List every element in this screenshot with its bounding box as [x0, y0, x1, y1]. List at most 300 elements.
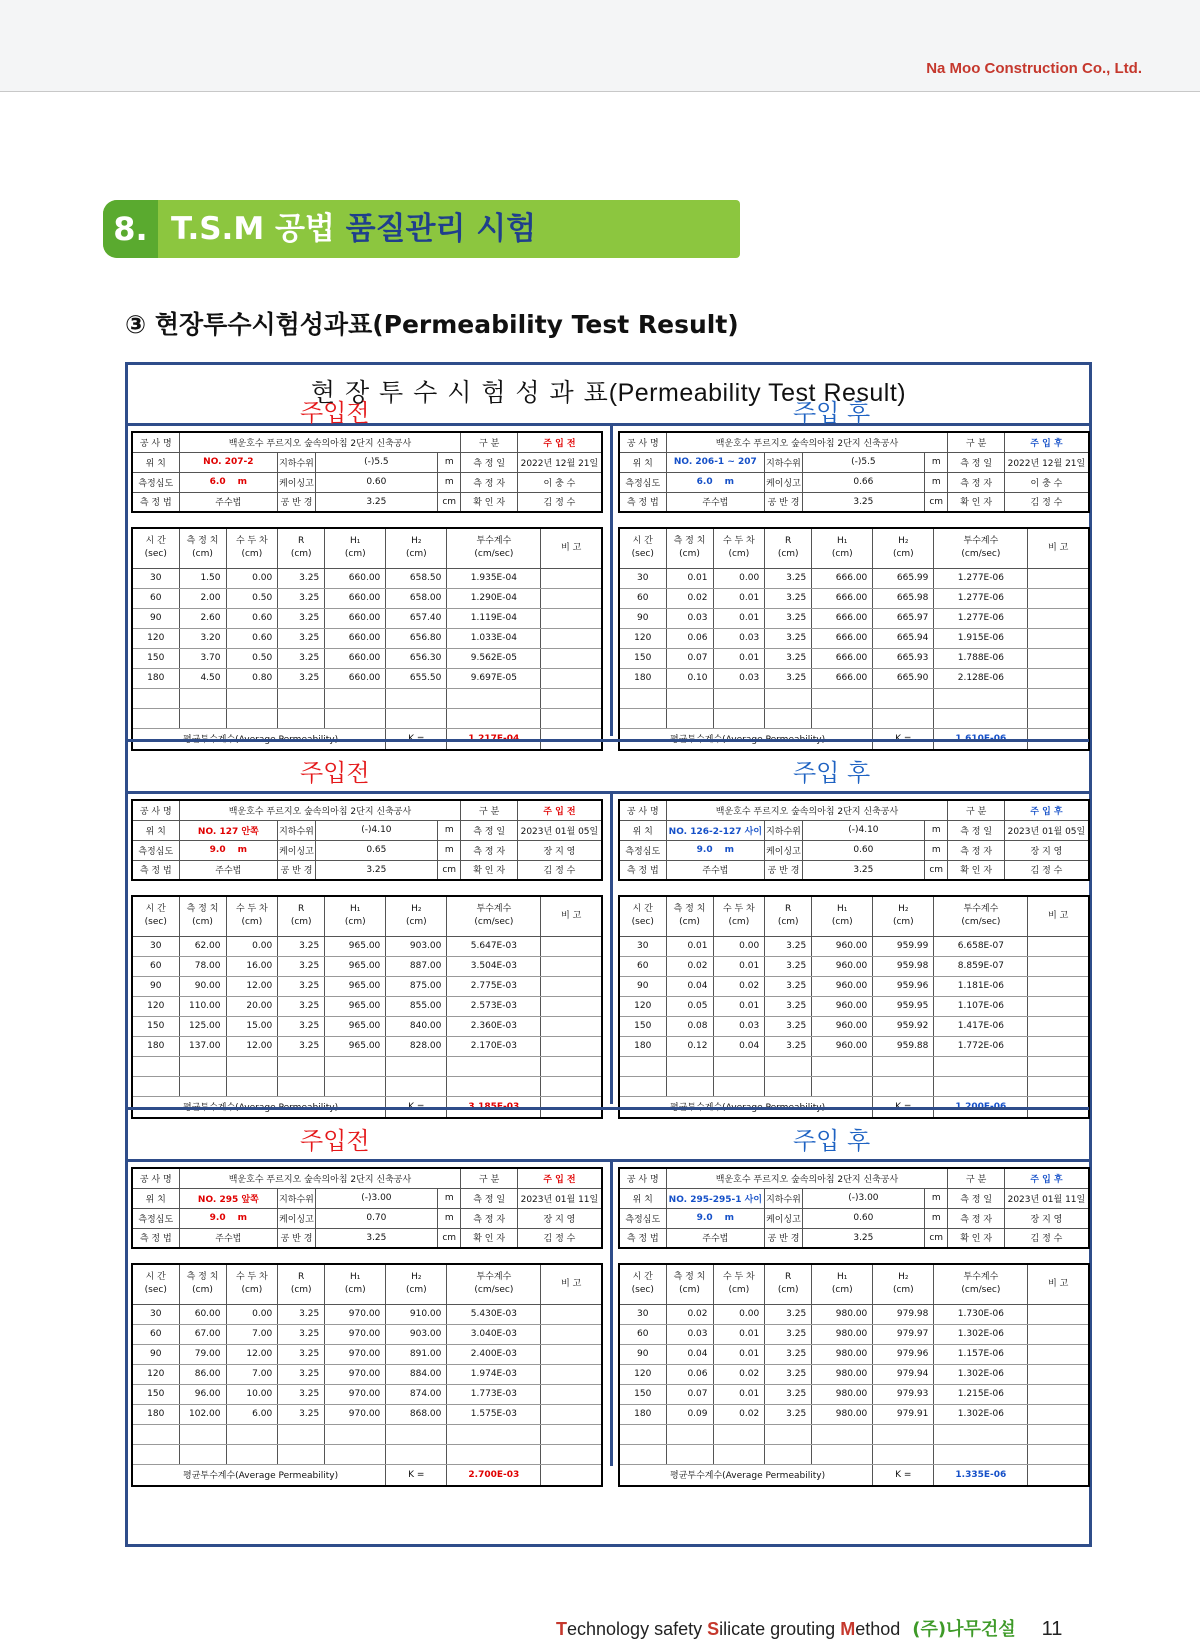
cell-reading: 0.09	[666, 1404, 713, 1424]
cell-empty	[713, 1056, 765, 1076]
k-equals: K =	[873, 1096, 934, 1118]
cell-empty	[1028, 708, 1089, 728]
col-header-h2-label: H₂	[898, 904, 909, 915]
cell-h2: 903.00	[386, 1324, 447, 1344]
cell-empty	[666, 1444, 713, 1464]
table-row	[619, 1364, 1089, 1384]
result-header-row	[132, 896, 602, 936]
col-header-reading-unit: (cm)	[679, 549, 700, 560]
footer-silicate: ilicate grouting	[719, 1619, 841, 1639]
average-label: 평균투수계수(Average Permeability)	[619, 728, 873, 750]
cell-time: 90	[619, 608, 666, 628]
table-row	[619, 668, 1089, 688]
date-value: 2023년 01월 11일	[517, 1188, 602, 1208]
cell-remark	[1028, 1036, 1089, 1056]
label-casing: 케이싱고	[278, 1208, 316, 1228]
location-value: NO. 295 앞쪽	[179, 1188, 278, 1208]
cell-time: 150	[132, 1016, 179, 1036]
label-depth: 측정심도	[132, 472, 179, 492]
table-row	[619, 996, 1089, 1016]
cell-k: 6.658E-07	[934, 936, 1028, 956]
cell-time: 120	[619, 1364, 666, 1384]
cell-time: 90	[619, 1344, 666, 1364]
radius-value: 3.25	[315, 1228, 437, 1248]
cell-time: 180	[619, 1404, 666, 1424]
casing-value: 0.66	[802, 472, 924, 492]
label-category: 구 분	[461, 1168, 517, 1188]
cell-empty	[934, 1076, 1028, 1096]
cell-r: 3.25	[765, 588, 812, 608]
cell-empty	[1028, 1444, 1089, 1464]
depth-value: 6.0	[209, 477, 226, 487]
cell-h2: 868.00	[386, 1404, 447, 1424]
measurer-value: 장 지 영	[1004, 1208, 1089, 1228]
cell-diff: 0.04	[713, 1036, 765, 1056]
cell-r: 3.25	[278, 976, 325, 996]
depth-cell	[179, 472, 278, 492]
col-header-h2-label: H₂	[411, 904, 422, 915]
cell-k: 2.170E-03	[447, 1036, 541, 1056]
category-value: 주 입 후	[1004, 1168, 1089, 1188]
col-header-h2-unit: (cm)	[892, 1285, 914, 1296]
cell-h2: 979.93	[873, 1384, 934, 1404]
average-k-value: 1.610E-06	[934, 728, 1028, 750]
label-checker: 확 인 자	[461, 492, 517, 512]
cell-empty	[226, 1424, 278, 1444]
table-row	[619, 1324, 1089, 1344]
cell-remark	[541, 1384, 602, 1404]
col-header-time	[132, 528, 179, 568]
cell-reading: 3.70	[179, 648, 226, 668]
label-groundwater: 지하수위	[278, 1188, 316, 1208]
label-measurer: 측 정 자	[461, 1208, 517, 1228]
cell-h2: 665.99	[873, 568, 934, 588]
casing-value: 0.60	[802, 1208, 924, 1228]
checker-value: 김 정 수	[1004, 492, 1089, 512]
label-method: 측 정 법	[619, 860, 666, 880]
cell-h1: 666.00	[812, 568, 873, 588]
cell-remark	[1028, 588, 1089, 608]
cell-empty	[226, 688, 278, 708]
cell-h2: 874.00	[386, 1384, 447, 1404]
label-location: 위 치	[132, 452, 179, 472]
cell-k: 3.504E-03	[447, 956, 541, 976]
col-header-k-unit: (cm/sec)	[474, 917, 514, 928]
col-header-time-label: 시 간	[145, 1272, 166, 1283]
cell-k: 2.573E-03	[447, 996, 541, 1016]
cell-h2: 884.00	[386, 1364, 447, 1384]
col-header-h1	[812, 896, 873, 936]
col-header-diff	[713, 528, 765, 568]
section-title	[171, 200, 536, 258]
radius-unit: cm	[924, 1228, 948, 1248]
col-header-remark: 비 고	[1028, 1264, 1089, 1304]
cell-time: 150	[619, 1016, 666, 1036]
cell-reading: 2.00	[179, 588, 226, 608]
info-row-depth	[619, 840, 1089, 860]
cell-empty	[765, 688, 812, 708]
cell-h2: 840.00	[386, 1016, 447, 1036]
table-row-empty	[619, 1444, 1089, 1464]
cell-reading: 62.00	[179, 936, 226, 956]
cell-empty	[765, 1424, 812, 1444]
permeability-report	[125, 362, 1092, 1547]
info-row-project	[619, 1168, 1089, 1188]
cell-diff: 0.03	[713, 1016, 765, 1036]
col-header-diff	[226, 528, 278, 568]
cell-h1: 666.00	[812, 648, 873, 668]
cell-reading: 86.00	[179, 1364, 226, 1384]
cell-h1: 666.00	[812, 668, 873, 688]
info-row-location	[132, 452, 602, 472]
cell-h1: 960.00	[812, 1016, 873, 1036]
cell-reading: 0.01	[666, 936, 713, 956]
report-title-en: (Permeability Test Result)	[608, 379, 907, 407]
cell-h2: 979.97	[873, 1324, 934, 1344]
cell-h2: 665.94	[873, 628, 934, 648]
label-project: 공 사 명	[619, 800, 666, 820]
cell-empty	[765, 1444, 812, 1464]
col-header-time-label: 시 간	[632, 1272, 653, 1283]
cell-h1: 660.00	[325, 668, 386, 688]
col-header-h2	[386, 896, 447, 936]
col-header-r-label: R	[298, 904, 305, 915]
cell-time: 60	[619, 588, 666, 608]
cell-r: 3.25	[765, 1344, 812, 1364]
table-row	[132, 936, 602, 956]
cell-reading: 0.12	[666, 1036, 713, 1056]
col-header-k-label: 투수계수	[963, 536, 999, 547]
measurer-value: 장 지 영	[1004, 840, 1089, 860]
label-location: 위 치	[619, 452, 666, 472]
cell-k: 1.277E-06	[934, 608, 1028, 628]
table-row	[132, 588, 602, 608]
col-header-k	[447, 528, 541, 568]
cell-time: 60	[132, 588, 179, 608]
site-info-table	[131, 799, 603, 881]
cell-remark	[541, 936, 602, 956]
col-header-r-label: R	[298, 1272, 305, 1283]
col-header-h1-unit: (cm)	[344, 549, 366, 560]
col-header-diff	[226, 1264, 278, 1304]
table-row	[132, 668, 602, 688]
cell-h2: 656.30	[386, 648, 447, 668]
cell-empty	[619, 708, 666, 728]
col-header-reading-label: 측 정 치	[186, 1272, 219, 1283]
col-header-diff-label: 수 두 차	[235, 536, 268, 547]
cell-k: 1.730E-06	[934, 1304, 1028, 1324]
cell-empty	[619, 1076, 666, 1096]
label-groundwater: 지하수위	[765, 820, 803, 840]
cell-empty	[873, 1424, 934, 1444]
cell-h1: 970.00	[325, 1384, 386, 1404]
groundwater-unit: m	[924, 1188, 948, 1208]
casing-unit: m	[437, 840, 461, 860]
cell-r: 3.25	[765, 1364, 812, 1384]
cell-empty	[666, 1424, 713, 1444]
col-header-k	[447, 896, 541, 936]
col-header-diff-label: 수 두 차	[722, 904, 755, 915]
cell-empty	[812, 688, 873, 708]
label-radius: 공 반 경	[765, 860, 803, 880]
radius-unit: cm	[924, 492, 948, 512]
col-header-r	[765, 896, 812, 936]
cell-h2: 979.96	[873, 1344, 934, 1364]
cell-remark	[1028, 976, 1089, 996]
col-header-h2	[386, 528, 447, 568]
col-header-h1-unit: (cm)	[831, 917, 853, 928]
col-header-h1	[812, 528, 873, 568]
col-header-diff-unit: (cm)	[241, 917, 263, 928]
cell-empty	[541, 1424, 602, 1444]
cell-remark	[541, 1364, 602, 1384]
col-header-h1	[325, 896, 386, 936]
cell-reading: 0.08	[666, 1016, 713, 1036]
table-row	[132, 976, 602, 996]
cell-empty	[447, 708, 541, 728]
cell-r: 3.25	[765, 1384, 812, 1404]
cell-reading: 90.00	[179, 976, 226, 996]
cell-diff: 7.00	[226, 1324, 278, 1344]
cell-h2: 658.00	[386, 588, 447, 608]
cell-reading: 0.02	[666, 1304, 713, 1324]
cell-diff: 7.00	[226, 1364, 278, 1384]
col-header-diff-unit: (cm)	[728, 549, 750, 560]
cell-r: 3.25	[278, 1364, 325, 1384]
col-header-r-label: R	[298, 536, 305, 547]
footer-company-kr: (주)나무건설	[912, 1619, 1016, 1640]
test-panel-before	[131, 1167, 603, 1487]
label-location: 위 치	[619, 1188, 666, 1208]
col-header-diff-label: 수 두 차	[235, 1272, 268, 1283]
cell-time: 30	[132, 1304, 179, 1324]
casing-unit: m	[924, 1208, 948, 1228]
col-header-h1-unit: (cm)	[831, 1285, 853, 1296]
method-value: 주수법	[179, 492, 278, 512]
cell-empty	[541, 688, 602, 708]
category-value: 주 입 후	[1004, 432, 1089, 452]
cell-h2: 959.95	[873, 996, 934, 1016]
label-category: 구 분	[461, 800, 517, 820]
label-radius: 공 반 경	[278, 1228, 316, 1248]
table-row	[619, 568, 1089, 588]
cell-empty	[713, 1424, 765, 1444]
cell-remark	[1028, 1404, 1089, 1424]
col-header-k-label: 투수계수	[476, 904, 512, 915]
col-header-h2-unit: (cm)	[405, 1285, 427, 1296]
label-project: 공 사 명	[132, 432, 179, 452]
table-row	[132, 1364, 602, 1384]
col-header-h1-label: H₁	[837, 536, 848, 547]
cell-remark	[541, 568, 602, 588]
cell-k: 1.772E-06	[934, 1036, 1028, 1056]
cell-diff: 0.00	[713, 1304, 765, 1324]
cell-k: 1.935E-04	[447, 568, 541, 588]
col-header-h2	[873, 1264, 934, 1304]
cell-h2: 875.00	[386, 976, 447, 996]
depth-value: 9.0	[209, 1213, 226, 1223]
average-label: 평균투수계수(Average Permeability)	[132, 1464, 386, 1486]
radius-unit: cm	[924, 860, 948, 880]
location-value: NO. 207-2	[179, 452, 278, 472]
checker-value: 김 정 수	[517, 860, 602, 880]
cell-r: 3.25	[765, 1304, 812, 1324]
table-row	[619, 1016, 1089, 1036]
label-depth: 측정심도	[132, 1208, 179, 1228]
info-row-method	[132, 492, 602, 512]
col-header-k-unit: (cm/sec)	[961, 549, 1001, 560]
col-header-r-unit: (cm)	[290, 917, 312, 928]
col-header-diff-label: 수 두 차	[722, 536, 755, 547]
label-casing: 케이싱고	[765, 472, 803, 492]
info-row-method	[132, 860, 602, 880]
cell-empty	[934, 1424, 1028, 1444]
col-header-reading-label: 측 정 치	[186, 904, 219, 915]
info-row-project	[619, 800, 1089, 820]
info-row-location	[132, 820, 602, 840]
col-header-reading	[179, 896, 226, 936]
col-header-time-label: 시 간	[145, 904, 166, 915]
col-header-reading-label: 측 정 치	[673, 904, 706, 915]
location-value: NO. 126-2-127 사이	[666, 820, 765, 840]
cell-h2: 903.00	[386, 936, 447, 956]
average-row	[619, 1464, 1089, 1486]
cell-empty	[179, 1056, 226, 1076]
cell-k: 1.773E-03	[447, 1384, 541, 1404]
cell-reading: 0.03	[666, 1324, 713, 1344]
col-header-r-unit: (cm)	[777, 917, 799, 928]
cell-empty	[666, 1076, 713, 1096]
permeability-result-table	[618, 1263, 1090, 1487]
cell-h1: 980.00	[812, 1304, 873, 1324]
cell-h1: 965.00	[325, 996, 386, 1016]
cell-k: 1.302E-06	[934, 1364, 1028, 1384]
table-row	[132, 1384, 602, 1404]
cell-time: 180	[132, 1036, 179, 1056]
info-row-location	[619, 452, 1089, 472]
cell-empty	[934, 688, 1028, 708]
depth-cell	[666, 472, 765, 492]
label-project: 공 사 명	[132, 1168, 179, 1188]
col-header-diff	[713, 896, 765, 936]
col-header-remark: 비 고	[541, 896, 602, 936]
col-header-time-label: 시 간	[632, 904, 653, 915]
cell-k: 1.417E-06	[934, 1016, 1028, 1036]
casing-value: 0.70	[315, 1208, 437, 1228]
cell-h1: 660.00	[325, 648, 386, 668]
col-header-time	[619, 1264, 666, 1304]
cell-empty	[873, 1056, 934, 1076]
cell-reading: 1.50	[179, 568, 226, 588]
cell-empty	[934, 1444, 1028, 1464]
cell-h1: 980.00	[812, 1384, 873, 1404]
col-header-reading	[179, 1264, 226, 1304]
average-k-value: 2.700E-03	[447, 1464, 541, 1486]
cell-diff: 12.00	[226, 1036, 278, 1056]
cell-empty	[873, 1076, 934, 1096]
col-header-h2-unit: (cm)	[892, 917, 914, 928]
column-divider	[610, 794, 613, 1104]
cell-reading: 0.10	[666, 668, 713, 688]
cell-h2: 979.98	[873, 1304, 934, 1324]
table-row	[619, 1384, 1089, 1404]
col-header-r-label: R	[785, 904, 792, 915]
cell-empty	[325, 688, 386, 708]
col-header-h1	[325, 1264, 386, 1304]
cell-k: 1.215E-06	[934, 1384, 1028, 1404]
cell-k: 1.575E-03	[447, 1404, 541, 1424]
depth-unit: m	[237, 845, 248, 855]
cell-empty	[666, 708, 713, 728]
cell-empty	[713, 688, 765, 708]
col-header-h1	[812, 1264, 873, 1304]
average-k-value: 1.200E-06	[934, 1096, 1028, 1118]
cell-diff: 0.01	[713, 1324, 765, 1344]
col-header-diff-unit: (cm)	[241, 549, 263, 560]
cell-remark	[1028, 1304, 1089, 1324]
date-value: 2023년 01월 05일	[517, 820, 602, 840]
cell-empty	[179, 708, 226, 728]
cell-diff: 15.00	[226, 1016, 278, 1036]
permeability-result-table	[131, 527, 603, 751]
table-row	[132, 568, 602, 588]
cell-h1: 960.00	[812, 996, 873, 1016]
col-header-r-unit: (cm)	[777, 549, 799, 560]
table-row-empty	[132, 1076, 602, 1096]
label-checker: 확 인 자	[948, 492, 1004, 512]
cell-remark	[1028, 1384, 1089, 1404]
cell-empty	[447, 1424, 541, 1444]
cell-empty	[812, 1056, 873, 1076]
cell-h1: 965.00	[325, 1016, 386, 1036]
location-value: NO. 295-295-1 사이	[666, 1188, 765, 1208]
cell-r: 3.25	[278, 956, 325, 976]
test-panel-before	[131, 431, 603, 751]
cell-reading: 2.60	[179, 608, 226, 628]
phase-label-before: 주입전	[300, 1127, 370, 1155]
label-checker: 확 인 자	[948, 860, 1004, 880]
permeability-result-table	[618, 527, 1090, 751]
info-row-location	[619, 820, 1089, 840]
k-equals: K =	[386, 1464, 447, 1486]
col-header-remark: 비 고	[541, 1264, 602, 1304]
col-header-reading	[666, 528, 713, 568]
cell-k: 5.647E-03	[447, 936, 541, 956]
average-label: 평균투수계수(Average Permeability)	[619, 1464, 873, 1486]
page-number: 11	[1041, 1618, 1063, 1640]
col-header-reading-unit: (cm)	[192, 1285, 213, 1296]
cell-r: 3.25	[765, 956, 812, 976]
cell-h1: 980.00	[812, 1324, 873, 1344]
cell-r: 3.25	[278, 996, 325, 1016]
permeability-result-table	[618, 895, 1090, 1119]
cell-h1: 970.00	[325, 1364, 386, 1384]
col-header-h2	[873, 896, 934, 936]
cell-time: 150	[619, 648, 666, 668]
groundwater-unit: m	[924, 452, 948, 472]
cell-r: 3.25	[278, 608, 325, 628]
label-category: 구 분	[948, 800, 1004, 820]
col-header-time	[132, 896, 179, 936]
col-header-r	[765, 1264, 812, 1304]
cell-remark	[541, 1016, 602, 1036]
cell-time: 180	[619, 1036, 666, 1056]
cell-time: 90	[132, 976, 179, 996]
column-divider	[610, 426, 613, 736]
label-casing: 케이싱고	[278, 840, 316, 860]
depth-unit: m	[724, 477, 735, 487]
label-radius: 공 반 경	[278, 492, 316, 512]
